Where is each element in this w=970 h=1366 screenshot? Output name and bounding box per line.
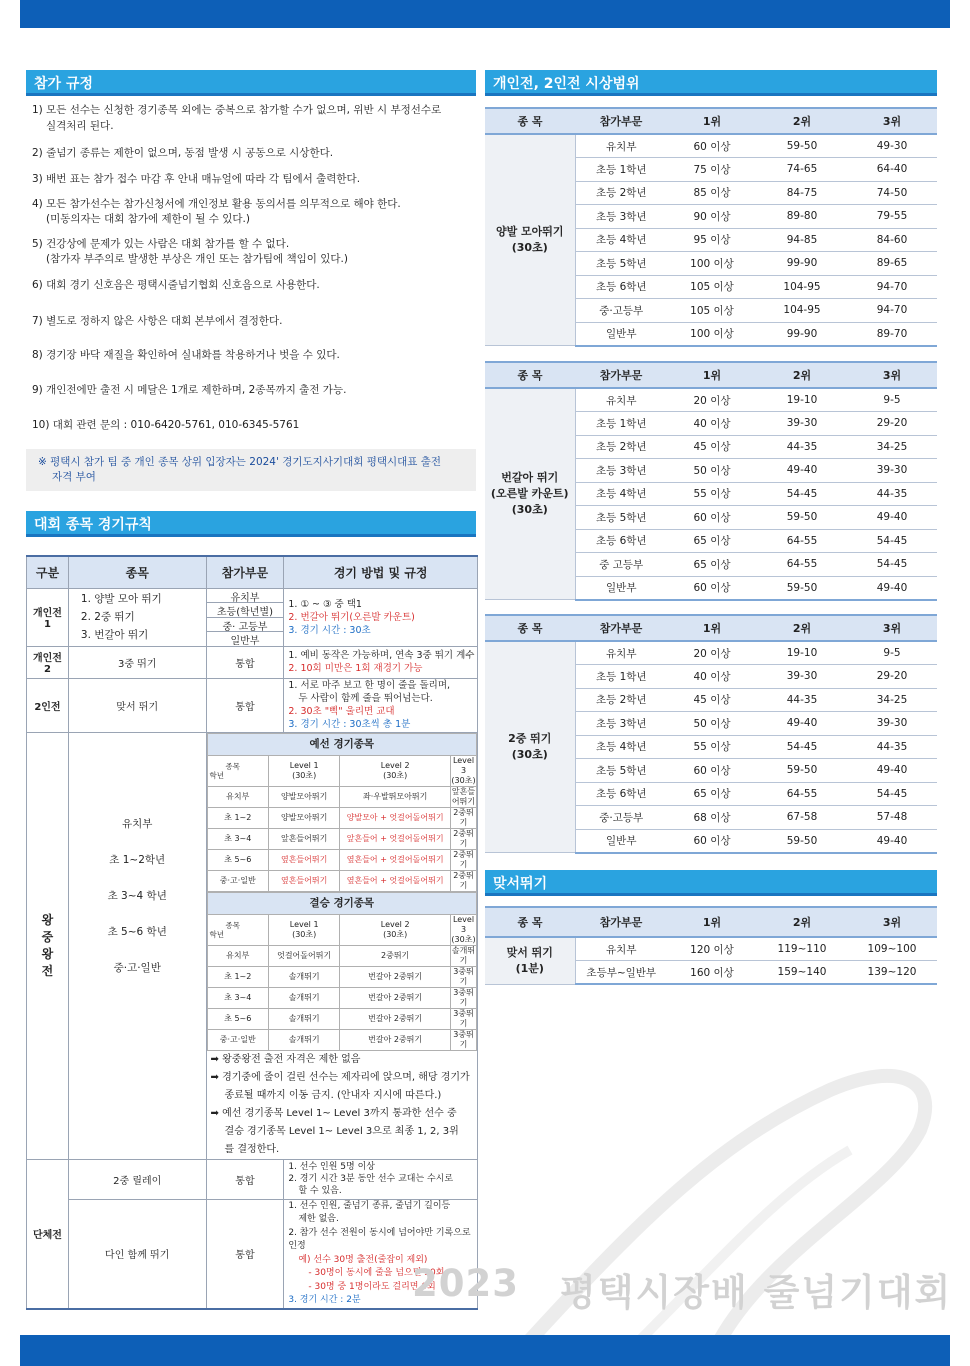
individual1-row [27, 588, 478, 646]
prize-row: 초등 5학년 100 이상 99-90 89-65 [485, 252, 937, 276]
prize-table-alternate [485, 361, 937, 601]
individual1-rules: 1. ① ~ ③ 중 택1 2. 번갈아 뛰기(오른발 카운트) 3. 경기 시간 : 30초 [284, 588, 478, 646]
prelim-table [207, 733, 477, 892]
prize-event-name: 양발 모아뛰기 (30초) [485, 134, 575, 346]
prelim-level-2: Level 2 (30초) [340, 755, 451, 786]
multi-row [27, 1199, 478, 1309]
prize-header-row: 종 목 참가부문 1위 2위 3위 [485, 907, 937, 937]
rule-5-cont: (참가자 부주의로 발생한 부상은 개인 또는 참가팀에 책임이 있다.) [46, 253, 348, 265]
rule-10: 10) 대회 관련 문의 : 010-6420-5761, 010-6345-5761 [32, 419, 300, 431]
prize-row: 중·고등부 105 이상 104-95 94-70 [485, 299, 937, 323]
top-banner-bar [20, 0, 950, 28]
rule-9: 9) 개인전에만 출전 시 메달은 1개로 제한하며, 2종목까지 출전 가능. [32, 384, 347, 396]
prize-row: 초등 2학년 45 이상 44-35 34-25 [485, 435, 937, 459]
prize-row: 양발 모아뛰기 (30초) 유치부 60 이상 59-50 49-30 [485, 134, 937, 158]
prize-row: 초등 4학년 95 이상 94-85 84-60 [485, 228, 937, 252]
note-line-1: ※ 평택시 참가 팀 중 개인 종목 상위 입장자는 2024' 경기도지사기대회 평택시대표 출전 [38, 456, 442, 468]
relay-rules: 1. 선수 인원 5명 이상 2. 경기 시간 3분 동안 선수 교대는 수시로 할 수 있음. [284, 1159, 478, 1199]
prize-row: 초등 4학년 55 이상 54-45 44-35 [485, 735, 937, 759]
individual1-divisions: 유치부 초등(학년별) 중· 고등부 일반부 [206, 588, 284, 646]
pair-row [27, 678, 478, 732]
prize-row: 초등 4학년 55 이상 54-45 44-35 [485, 482, 937, 506]
prize-row: 중·고등부 68 이상 67-58 57-48 [485, 806, 937, 830]
relay-event: 2중 릴레이 [68, 1159, 206, 1199]
prize-section-title: 개인전, 2인전 시상범위 [485, 70, 937, 96]
final-level-3: Level 3 (30초) [451, 914, 476, 944]
prize-table-faceoff [485, 906, 937, 985]
prize-row: 중 고등부 65 이상 64-55 54-45 [485, 553, 937, 577]
final-row: 초 1~2 솔개뛰기 번갈아 2중뛰기 3중뛰기 [207, 966, 476, 987]
prize-header-row: 종 목 참가부문 1위 2위 3위 [485, 108, 937, 134]
multi-event: 다인 함께 뛰기 [68, 1199, 206, 1309]
prize-row: 일반부 60 이상 59-50 49-40 [485, 829, 937, 853]
final-level-2: Level 2 (30초) [340, 914, 451, 945]
final-row: 초 5~6 솔개뛰기 번갈아 2중뛰기 3중뛰기 [207, 1008, 476, 1029]
prize-row: 초등 6학년 65 이상 64-55 54-45 [485, 529, 937, 553]
rule-1-cont: 실격처리 된다. [46, 120, 114, 132]
rule-1: 1) 모든 선수는 신청한 경기종목 외에는 중복으로 참가할 수가 없으며, 위반 시 부정선수로 [32, 104, 442, 116]
prize-event-name: 번갈아 뛰기 (오른발 카운트) (30초) [485, 388, 575, 600]
team-category: 단체전 [27, 1159, 69, 1309]
bottom-banner-bar [20, 1335, 950, 1366]
prize-row: 초등 1학년 75 이상 74-65 64-40 [485, 158, 937, 182]
final-row: 중·고·일반 솔개뛰기 번갈아 2중뛰기 3중뛰기 [207, 1029, 476, 1050]
prize-row: 일반부 60 이상 59-50 49-40 [485, 576, 937, 600]
final-row: 유치부 엇걸어돌어뛰기 2중뛰기 솔개뛰기 [207, 945, 476, 966]
rule-7: 7) 별도로 정하지 않은 사항은 대회 본부에서 결정한다. [32, 315, 283, 327]
events-header-row [27, 556, 478, 588]
individual2-category: 개인전 2 [27, 646, 69, 678]
prize-row: 초등 3학년 90 이상 89-80 79-55 [485, 205, 937, 229]
individual1-events: 1. 양발 모아 뛰기 2. 2중 뛰기 3. 번갈아 뛰기 [68, 588, 206, 646]
prize-header-row: 종 목 참가부문 1위 2위 3위 [485, 615, 937, 641]
arrow-icon: ➡ [210, 1053, 223, 1065]
pair-division: 통합 [206, 678, 284, 732]
col-category: 구분 [27, 556, 69, 588]
rule-3: 3) 배번 표는 참가 접수 마감 후 안내 매뉴얼에 따라 각 팀에서 출력한다. [32, 173, 361, 185]
prize-row: 초등 6학년 105 이상 104-95 94-70 [485, 275, 937, 299]
col-rules: 경기 방법 및 규정 [284, 556, 478, 588]
prize-row: 초등 3학년 50 이상 49-40 39-30 [485, 712, 937, 736]
rule-4-cont: (미동의자는 대회 참가에 제한이 될 수 있다.) [46, 213, 250, 225]
faceoff-section-title: 맞서뛰기 [485, 870, 937, 896]
king-notes: ➡ 왕중왕전 출전 자격은 제한 없음 ➡ 경기중에 줄이 걸린 선수는 제자리에 앉으며, 해당 경기가 종료될 때까지 이동 금지. (안내자 지시에 따른다.) ➡ 예선 경기종목 Level 1~ Level 3까지 통과한 선수 중 결승 경기종목 Level 1~ Level 3으로 최종 1, 2, 3위 를 결정한다. [210, 1053, 470, 1155]
prize-table-both-feet [485, 107, 937, 347]
prelim-row: 초 3~4 앞흔들어뛰기 앞흔들어 + 엇걸어돌어뛰기 2중뛰기 [207, 828, 476, 849]
pair-rules: 1. 서로 마주 보고 한 명이 줄을 돌리며, 두 사람이 함께 줄을 뛰어넘는다. 2. 30초 "삑" 울리면 교대 3. 경기 시간 : 30초씩 총 1분 [284, 678, 478, 732]
multi-rules: 1. 선수 인원, 줄넘기 종류, 줄넘기 길이등 제한 없음. 2. 참가 선수 전원이 동시에 넘어야만 기록으로 인정 예) 선수 30명 출전(줄잡이 제외) - 30명이 동시에 줄을 넘으면 30회 - 30명 중 1명이라도 걸리면 0회 3. 경기 시간 : 2분 [284, 1199, 478, 1309]
events-rules-table [26, 555, 478, 1310]
prize-header-row: 종 목 참가부문 1위 2위 3위 [485, 362, 937, 388]
arrow-icon: ➡ [210, 1107, 223, 1119]
rules-section-title: 참가 규정 [26, 70, 476, 96]
prize-table-double-under [485, 614, 937, 854]
pair-event: 맞서 뛰기 [68, 678, 206, 732]
prize-row: 초등 6학년 65 이상 64-55 54-45 [485, 782, 937, 806]
prelim-row: 초 1~2 양발모아뛰기 양발모아 + 엇걸어돌어뛰기 2중뛰기 [207, 807, 476, 828]
prelim-corner: 종목 학년 [207, 755, 268, 786]
prize-row: 초등 5학년 60 이상 59-50 49-40 [485, 506, 937, 530]
final-table [207, 892, 477, 1051]
qualification-note [26, 449, 476, 491]
prize-row: 초등 5학년 60 이상 59-50 49-40 [485, 759, 937, 783]
rule-2: 2) 줄넘기 종류는 제한이 없으며, 동점 발생 시 공동으로 시상한다. [32, 147, 334, 159]
prize-row: 번갈아 뛰기 (오른발 카운트) (30초) 유치부 20 이상 19-10 9-5 [485, 388, 937, 412]
prize-row: 초등부~일반부 160 이상 159~140 139~120 [485, 961, 937, 985]
final-row: 초 3~4 솔개뛰기 번갈아 2중뛰기 3중뛰기 [207, 987, 476, 1008]
final-level-1: Level 1 (30초) [269, 914, 340, 945]
prelim-row: 중·고·일반 옆흔들어뛰기 옆흔들어 + 엇걸어돌어뛰기 2중뛰기 [207, 870, 476, 891]
prize-row: 초등 1학년 40 이상 39-30 29-20 [485, 412, 937, 436]
prize-event-name: 2중 뛰기 (30초) [485, 641, 575, 853]
arrow-icon: ➡ [210, 1071, 223, 1083]
col-event: 종목 [68, 556, 206, 588]
individual2-row [27, 646, 478, 678]
multi-division: 통합 [206, 1199, 284, 1309]
events-section-title: 대회 종목 경기규칙 [26, 511, 476, 537]
prelim-title: 예선 경기종목 [207, 733, 476, 755]
note-line-2: 자격 부여 [52, 471, 96, 483]
rule-8: 8) 경기장 바닥 재질을 확인하여 실내화를 착용하거나 벗을 수 있다. [32, 349, 340, 361]
prize-row: 일반부 100 이상 99-90 89-70 [485, 322, 937, 346]
prize-row: 초등 2학년 45 이상 44-35 34-25 [485, 688, 937, 712]
rule-6: 6) 대회 경기 신호음은 평택시줄넘기협회 신호음으로 사용한다. [32, 279, 320, 291]
relay-division: 통합 [206, 1159, 284, 1199]
final-corner: 종목 학년 [207, 914, 268, 945]
pair-category: 2인전 [27, 678, 69, 732]
prelim-row: 초 5~6 옆흔들어뛰기 옆흔들어 + 엇걸어돌어뛰기 2중뛰기 [207, 849, 476, 870]
individual2-rules: 1. 예비 동작은 가능하며, 연속 3중 뛰기 계수 2. 10회 미만은 1회 재경기 가능 [284, 646, 478, 678]
individual1-category: 개인전 1 [27, 588, 69, 646]
relay-row [27, 1159, 478, 1199]
col-division: 참가부문 [206, 556, 284, 588]
rule-5: 5) 건강상에 문제가 있는 사람은 대회 참가를 할 수 없다. [32, 238, 290, 250]
final-title: 결승 경기종목 [207, 892, 476, 914]
king-row [27, 732, 478, 1159]
prize-row: 초등 2학년 85 이상 84-75 74-50 [485, 181, 937, 205]
individual2-division: 통합 [206, 646, 284, 678]
rule-4: 4) 모든 참가선수는 참가신청서에 개인정보 활용 동의서를 의무적으로 해야 한다. [32, 198, 401, 210]
prize-event-name: 맞서 뛰기 (1분) [485, 937, 575, 984]
individual2-event: 3중 뛰기 [68, 646, 206, 678]
prelim-level-1: Level 1 (30초) [269, 755, 340, 786]
king-groups: 유치부 초 1~2학년 초 3~4 학년 초 5~6 학년 중·고·일반 [68, 732, 206, 1159]
prelim-row: 유치부 양발모아뛰기 좌·우발뛰모아뛰기 앞흔들어뛰기 [207, 786, 476, 807]
prize-row: 초등 3학년 50 이상 49-40 39-30 [485, 459, 937, 483]
prize-row: 맞서 뛰기 (1분) 유치부 120 이상 119~110 109~100 [485, 937, 937, 961]
watermark-title: 평택시장배 줄넘기대회 [560, 1271, 953, 1314]
prelim-level-3: Level 3 (30초) [451, 755, 476, 785]
prize-row: 초등 1학년 40 이상 39-30 29-20 [485, 665, 937, 689]
king-category: 왕 중 왕 전 [27, 732, 69, 1159]
prize-row: 2중 뛰기 (30초) 유치부 20 이상 19-10 9-5 [485, 641, 937, 665]
king-detail [206, 732, 477, 1159]
watermark-year: 2023 [412, 1262, 519, 1305]
